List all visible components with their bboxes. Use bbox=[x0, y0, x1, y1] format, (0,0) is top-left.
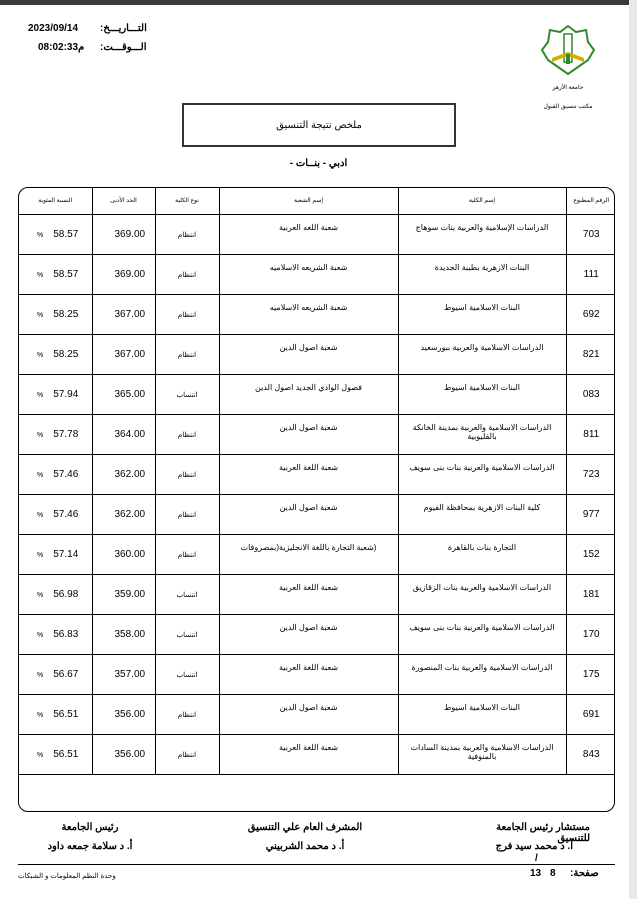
signature-1-name: أ. د محمد سيد فرج bbox=[495, 841, 573, 852]
code-cell: 723 bbox=[566, 454, 615, 494]
code-cell: 175 bbox=[566, 654, 615, 694]
type-cell: انتظام bbox=[155, 454, 219, 494]
code-cell: 703 bbox=[566, 214, 615, 254]
type-cell: انتساب bbox=[155, 374, 219, 414]
report-title: ملخص نتيجة التنسيق bbox=[276, 119, 362, 131]
code-cell: 821 bbox=[566, 334, 615, 374]
college-cell: البنات الاسلامية اسيوط bbox=[398, 374, 566, 414]
type-cell: انتساب bbox=[155, 574, 219, 614]
percent-sign: % bbox=[37, 631, 44, 639]
min-score-cell: 357.00 bbox=[92, 654, 155, 694]
code-cell: 181 bbox=[566, 574, 615, 614]
division-cell: شعبة اصول الدين bbox=[219, 614, 398, 654]
percent-cell bbox=[19, 614, 92, 654]
page-total: 13 bbox=[530, 868, 542, 879]
college-cell: الدراسات الاسلامية والعربية بنات بنى سويف bbox=[398, 454, 566, 494]
type-cell: انتظام bbox=[155, 734, 219, 774]
table-row bbox=[19, 654, 615, 694]
min-score-cell: 364.00 bbox=[92, 414, 155, 454]
college-cell: البنات الاسلامية اسيوط bbox=[398, 694, 566, 734]
signature-3-name: أ. د سلامة جمعه داود bbox=[47, 841, 133, 852]
date-label: التـــاريـــخ: bbox=[100, 23, 147, 34]
percent-value: 57.94 bbox=[53, 388, 79, 400]
percent-cell bbox=[19, 454, 92, 494]
page-number: 8 bbox=[550, 868, 556, 879]
percent-value: 57.78 bbox=[53, 428, 79, 440]
percent-sign: % bbox=[37, 551, 44, 559]
division-cell: شعبة اصول الدين bbox=[219, 694, 398, 734]
college-cell: الدراسات الاسلامية والعربية بنات المنصورة bbox=[398, 654, 566, 694]
table-row bbox=[19, 454, 615, 494]
division-cell: شعبة الشريعه الاسلاميه bbox=[219, 254, 398, 294]
college-cell: التجارة بنات بالقاهرة bbox=[398, 534, 566, 574]
division-cell: (شعبة التجارة باللغة الانجليزية(بمصروفات bbox=[219, 534, 398, 574]
percent-value: 56.67 bbox=[53, 668, 79, 680]
signature-1-title: مستشار رئيس الجامعة للتنسيق bbox=[496, 822, 590, 844]
percent-value: 57.14 bbox=[53, 548, 79, 560]
table-row bbox=[19, 694, 615, 734]
division-cell: شعبة الشريعه الاسلاميه bbox=[219, 294, 398, 334]
type-cell: انتساب bbox=[155, 654, 219, 694]
table-row bbox=[19, 574, 615, 614]
col-header-code: الرقم المطبوع bbox=[566, 188, 615, 214]
col-header-min-score: الحد الأدنى bbox=[92, 188, 155, 214]
type-cell: انتظام bbox=[155, 214, 219, 254]
percent-cell bbox=[19, 214, 92, 254]
percent-value: 57.46 bbox=[53, 468, 79, 480]
college-cell: الدراسات الاسلامية والعربية بمدينة الخانكة بالقليوبية bbox=[398, 414, 566, 454]
percent-sign: % bbox=[37, 671, 44, 679]
type-cell: انتظام bbox=[155, 534, 219, 574]
page-label: صفحة: bbox=[570, 868, 599, 879]
percent-sign: % bbox=[37, 271, 44, 279]
table-row bbox=[19, 214, 615, 254]
college-cell: البنات الاسلامية اسيوط bbox=[398, 294, 566, 334]
percent-value: 56.51 bbox=[53, 708, 79, 720]
table-row bbox=[19, 614, 615, 654]
code-cell: 170 bbox=[566, 614, 615, 654]
percent-value: 58.57 bbox=[53, 228, 79, 240]
col-header-division: إسم الشعبة bbox=[219, 188, 398, 214]
table-row bbox=[19, 734, 615, 774]
min-score-cell: 356.00 bbox=[92, 734, 155, 774]
table-row bbox=[19, 494, 615, 534]
scrollbar[interactable] bbox=[629, 0, 637, 899]
code-cell: 692 bbox=[566, 294, 615, 334]
report-title-box bbox=[182, 103, 456, 147]
college-cell: الدراسات الاسلامية والعربية بمدينة السادات بالمنوفية bbox=[398, 734, 566, 774]
col-header-percent: النسبة المئوية bbox=[19, 188, 92, 214]
table-row bbox=[19, 254, 615, 294]
al-azhar-logo bbox=[540, 22, 596, 78]
min-score-cell: 369.00 bbox=[92, 254, 155, 294]
type-cell: انتظام bbox=[155, 414, 219, 454]
code-cell: 811 bbox=[566, 414, 615, 454]
percent-cell bbox=[19, 294, 92, 334]
college-cell: الدراسات الاسلامية والعربية ببورسعيد bbox=[398, 334, 566, 374]
date-value: 2023/09/14 bbox=[28, 23, 79, 34]
type-cell: انتساب bbox=[155, 614, 219, 654]
percent-sign: % bbox=[37, 511, 44, 519]
division-cell: شعبة اللغة العربية bbox=[219, 454, 398, 494]
code-cell: 843 bbox=[566, 734, 615, 774]
code-cell: 111 bbox=[566, 254, 615, 294]
percent-value: 56.51 bbox=[53, 748, 79, 760]
percent-cell bbox=[19, 414, 92, 454]
min-score-cell: 365.00 bbox=[92, 374, 155, 414]
division-cell: شعبة اصول الدين bbox=[219, 334, 398, 374]
university-name: جامعة الأزهر bbox=[552, 85, 584, 91]
min-score-cell: 359.00 bbox=[92, 574, 155, 614]
division-cell: شعبة اللغة العربية bbox=[219, 574, 398, 614]
percent-cell bbox=[19, 574, 92, 614]
code-cell: 691 bbox=[566, 694, 615, 734]
office-name: مكتب تنسيق القبول bbox=[543, 104, 593, 110]
percent-cell bbox=[19, 534, 92, 574]
percent-value: 58.57 bbox=[53, 268, 79, 280]
code-cell: 083 bbox=[566, 374, 615, 414]
percent-cell bbox=[19, 254, 92, 294]
results-table bbox=[18, 187, 615, 812]
percent-value: 56.83 bbox=[53, 628, 79, 640]
min-score-cell: 358.00 bbox=[92, 614, 155, 654]
type-cell: انتظام bbox=[155, 494, 219, 534]
percent-value: 57.46 bbox=[53, 508, 79, 520]
slash: / bbox=[535, 853, 538, 864]
min-score-cell: 356.00 bbox=[92, 694, 155, 734]
type-cell: انتظام bbox=[155, 254, 219, 294]
col-header-college: إسم الكلية bbox=[398, 188, 566, 214]
percent-value: 58.25 bbox=[53, 308, 79, 320]
table-row bbox=[19, 334, 615, 374]
college-cell: الدراسات الاسلامية والعربية بنات بنى سويف bbox=[398, 614, 566, 654]
min-score-cell: 362.00 bbox=[92, 454, 155, 494]
footer-divider bbox=[18, 864, 615, 865]
division-cell: فصول الوادي الجديد اصول الدين bbox=[219, 374, 398, 414]
min-score-cell: 362.00 bbox=[92, 494, 155, 534]
percent-sign: % bbox=[37, 391, 44, 399]
unit-name: وحدة النظم المعلومات و الشبكات bbox=[18, 873, 116, 880]
col-header-type: نوع الكلية bbox=[155, 188, 219, 214]
percent-cell bbox=[19, 374, 92, 414]
college-cell: البنات الازهرية بطيبة الجديدة bbox=[398, 254, 566, 294]
type-cell: انتظام bbox=[155, 694, 219, 734]
table-row bbox=[19, 294, 615, 334]
percent-sign: % bbox=[37, 471, 44, 479]
percent-cell bbox=[19, 494, 92, 534]
percent-sign: % bbox=[37, 351, 44, 359]
signature-3-title: رئيس الجامعة bbox=[61, 822, 119, 833]
window-top-bar bbox=[0, 0, 637, 5]
percent-sign: % bbox=[37, 751, 44, 759]
type-cell: انتظام bbox=[155, 334, 219, 374]
min-score-cell: 367.00 bbox=[92, 294, 155, 334]
code-cell: 977 bbox=[566, 494, 615, 534]
college-cell: كلية البنات الازهرية بمحافظة الفيوم bbox=[398, 494, 566, 534]
signature-2-name: أ. د محمد الشربيني bbox=[265, 841, 345, 852]
table-row bbox=[19, 374, 615, 414]
percent-value: 56.98 bbox=[53, 588, 79, 600]
percent-cell bbox=[19, 734, 92, 774]
signature-2-title: المشرف العام علي التنسيق bbox=[247, 822, 363, 833]
percent-sign: % bbox=[37, 231, 44, 239]
college-cell: الدراسات الاسلامية والعربية بنات الزقازيق bbox=[398, 574, 566, 614]
percent-cell bbox=[19, 654, 92, 694]
min-score-cell: 367.00 bbox=[92, 334, 155, 374]
type-cell: انتظام bbox=[155, 294, 219, 334]
percent-sign: % bbox=[37, 711, 44, 719]
percent-sign: % bbox=[37, 431, 44, 439]
division-cell: شعبة اللغة العربية bbox=[219, 734, 398, 774]
code-cell: 152 bbox=[566, 534, 615, 574]
table-row bbox=[19, 414, 615, 454]
division-cell: شعبة اصول الدين bbox=[219, 414, 398, 454]
min-score-cell: 369.00 bbox=[92, 214, 155, 254]
percent-value: 58.25 bbox=[53, 348, 79, 360]
time-value: 08:02:33م bbox=[38, 42, 85, 53]
college-cell: الدراسات الإسلامية والعربية بنات سوهاج bbox=[398, 214, 566, 254]
percent-sign: % bbox=[37, 591, 44, 599]
report-subtitle: - ادبي - بنــات bbox=[289, 158, 348, 169]
min-score-cell: 360.00 bbox=[92, 534, 155, 574]
percent-cell bbox=[19, 694, 92, 734]
time-label: الـــوقـــت: bbox=[100, 42, 147, 53]
table-header-row bbox=[19, 188, 615, 214]
division-cell: شعبة اللغه العربية bbox=[219, 214, 398, 254]
division-cell: شعبة اصول الدين bbox=[219, 494, 398, 534]
percent-cell bbox=[19, 334, 92, 374]
percent-sign: % bbox=[37, 311, 44, 319]
division-cell: شعبة اللغة العربية bbox=[219, 654, 398, 694]
table-row bbox=[19, 534, 615, 574]
